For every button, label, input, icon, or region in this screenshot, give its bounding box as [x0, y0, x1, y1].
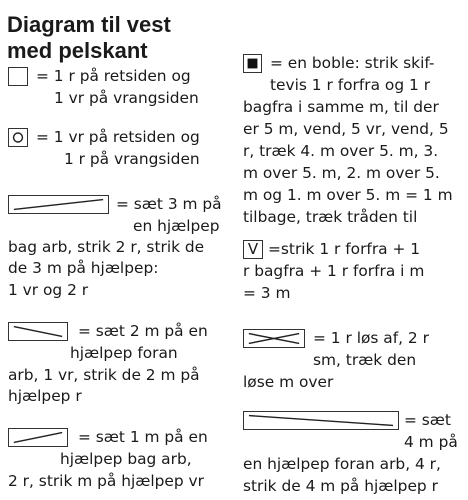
circle-in-square-icon [8, 128, 28, 147]
legend-cable4-text-2: 4 m på [404, 433, 458, 451]
legend-bobble-text-3: bagfra i samme m, til der [243, 98, 439, 116]
legend-passover-text-2: sm, træk den [313, 351, 417, 369]
legend-cable1-text-1: = sæt 1 m på en [78, 428, 208, 446]
legend-cable1-text-2: hjælpep bag arb, [60, 450, 192, 468]
legend-bobble-text-5: r, træk 4. m over 5. m, 3. [243, 142, 439, 160]
legend-bobble-text-1: = en boble: strik skif- [270, 54, 435, 72]
diagram-title-line-2: med pelskant [7, 38, 148, 63]
legend-increase-text-2: r bagfra + 1 r forfra i m [243, 262, 425, 280]
empty-square-icon [8, 67, 28, 86]
diagram-title-line-1: Diagram til vest [7, 12, 171, 37]
cable-2-falling-line-icon [8, 322, 68, 341]
legend-cable2-text-4: hjælpep r [8, 387, 82, 405]
legend-cable3-text-3: bag arb, strik 2 r, strik de [8, 238, 205, 256]
legend-bobble-text-4: er 5 m, vend, 5 vr, vend, 5 [243, 120, 449, 138]
legend-cable3-text-5: 1 vr og 2 r [8, 281, 89, 299]
legend-bobble-text-6: m over 5. m, 2. m over 5. [243, 164, 440, 182]
legend-circle-text-2: 1 r på vrangsiden [64, 150, 200, 168]
cable-3-rising-line-icon [8, 195, 109, 214]
v-in-square-icon [243, 240, 263, 259]
legend-cable3-text-2: en hjælpep [133, 217, 220, 235]
legend-cable4-text-4: strik de 4 m på hjælpep r [243, 477, 438, 495]
legend-passover-text-1: = 1 r løs af, 2 r [313, 329, 429, 347]
filled-square-icon [243, 54, 262, 73]
cable-4-falling-line-icon [243, 411, 399, 430]
legend-empty-text-1: = 1 r på retsiden og [36, 67, 191, 85]
legend-cable4-text-3: en hjælpep foran arb, 4 r, [243, 455, 441, 473]
legend-cable3-text-4: de 3 m på hjælpep: [8, 259, 159, 277]
legend-cable2-text-3: arb, 1 vr, strik de 2 m på [8, 366, 200, 384]
legend-passover-text-3: løse m over [243, 373, 334, 391]
legend-cable1-text-3: 2 r, strik m på hjælpep vr [8, 472, 204, 490]
legend-circle-text-1: = 1 vr på retsiden og [36, 128, 200, 146]
legend-bobble-text-8: tilbage, træk tråden til [243, 208, 418, 226]
legend-bobble-text-2: tevis 1 r forfra og 1 r [270, 76, 431, 94]
legend-cable2-text-2: hjælpep foran [70, 344, 178, 362]
cable-1-rising-line-icon [8, 428, 68, 447]
legend-increase-text-1: =strik 1 r forfra + 1 [268, 240, 421, 258]
legend-empty-text-2: 1 vr på vrangsiden [54, 89, 199, 107]
legend-cable2-text-1: = sæt 2 m på en [78, 322, 208, 340]
legend-bobble-text-7: m og 1. m over 5. m = 1 m [243, 186, 453, 204]
increase-symbol: V [247, 240, 259, 258]
cross-rectangle-icon [243, 329, 305, 348]
legend-increase-text-3: = 3 m [243, 284, 291, 302]
legend-cable3-text-1: = sæt 3 m på [116, 195, 222, 213]
legend-cable4-text-1: = sæt [404, 411, 451, 429]
